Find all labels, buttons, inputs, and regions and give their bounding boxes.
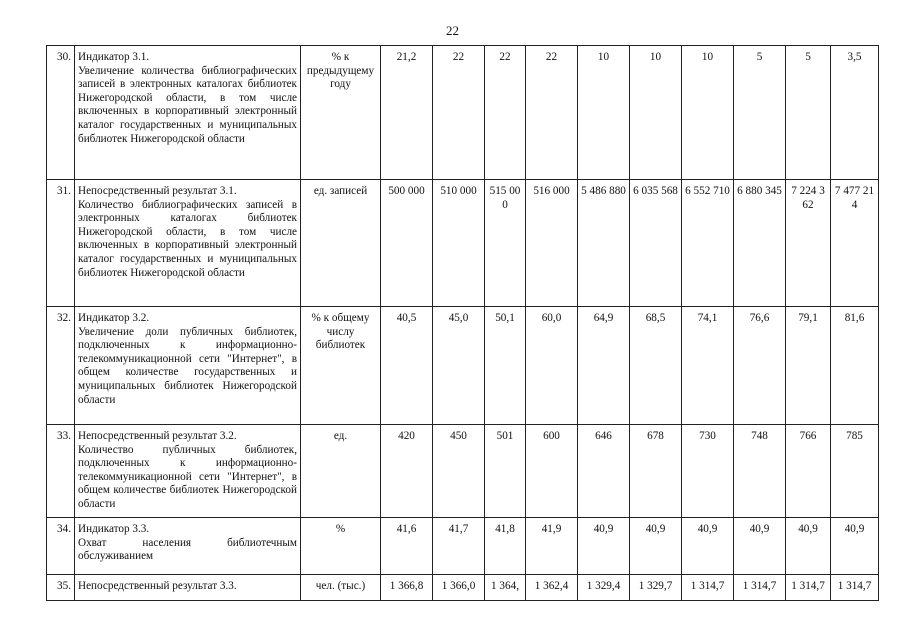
value-cell: 74,1 (682, 307, 734, 425)
row-unit: % к общему числу библиотек (301, 307, 381, 425)
page-number: 22 (446, 23, 459, 38)
value-cell: 68,5 (630, 307, 682, 425)
value-cell: 40,9 (734, 518, 786, 575)
value-cell: 6 880 345 (734, 180, 786, 307)
value-cell: 40,9 (630, 518, 682, 575)
value-cell: 41,8 (485, 518, 526, 575)
value-cell: 81,6 (831, 307, 879, 425)
row-unit: % к предыдущему году (301, 46, 381, 180)
value-cell: 766 (786, 425, 831, 518)
value-cell: 40,5 (381, 307, 433, 425)
row-number: 30. (47, 46, 75, 180)
table-row (47, 575, 879, 601)
value-cell: 678 (630, 425, 682, 518)
table-row (47, 180, 879, 307)
value-cell: 1 314,7 (831, 575, 879, 601)
row-number: 35. (47, 575, 75, 601)
value-cell: 22 (485, 46, 526, 180)
row-description (75, 518, 301, 575)
row-title: Индикатор 3.1. (78, 51, 150, 63)
value-cell: 7 477 214 (831, 180, 879, 307)
value-cell: 60,0 (526, 307, 578, 425)
value-cell: 450 (433, 425, 485, 518)
row-unit: ед. (301, 425, 381, 518)
value-cell: 6 035 568 (630, 180, 682, 307)
value-cell: 40,9 (578, 518, 630, 575)
value-cell: 3,5 (831, 46, 879, 180)
value-cell: 10 (578, 46, 630, 180)
value-cell: 21,2 (381, 46, 433, 180)
row-unit: чел. (тыс.) (301, 575, 381, 601)
table-row (47, 425, 879, 518)
table-row (47, 46, 879, 180)
value-cell: 515 000 (485, 180, 526, 307)
value-cell: 1 366,8 (381, 575, 433, 601)
value-cell: 1 314,7 (734, 575, 786, 601)
value-cell: 50,1 (485, 307, 526, 425)
row-text: Количество публичных библиотек, подключенных к информационно-телекоммуникационной сети "Интернет", в общем количестве библиотек Нижегородской области (78, 443, 297, 510)
row-title: Непосредственный результат 3.3. (78, 580, 237, 592)
row-description (75, 46, 301, 180)
value-cell: 1 364, (485, 575, 526, 601)
row-description (75, 425, 301, 518)
row-title: Непосредственный результат 3.2. (78, 430, 237, 442)
value-cell: 730 (682, 425, 734, 518)
value-cell: 45,0 (433, 307, 485, 425)
value-cell: 22 (433, 46, 485, 180)
value-cell: 41,9 (526, 518, 578, 575)
value-cell: 64,9 (578, 307, 630, 425)
value-cell: 1 366,0 (433, 575, 485, 601)
value-cell: 510 000 (433, 180, 485, 307)
value-cell: 646 (578, 425, 630, 518)
row-description (75, 180, 301, 307)
row-number: 33. (47, 425, 75, 518)
value-cell: 40,9 (786, 518, 831, 575)
value-cell: 22 (526, 46, 578, 180)
value-cell: 1 329,7 (630, 575, 682, 601)
table-row (47, 518, 879, 575)
value-cell: 5 486 880 (578, 180, 630, 307)
value-cell: 420 (381, 425, 433, 518)
value-cell: 785 (831, 425, 879, 518)
value-cell: 6 552 710 (682, 180, 734, 307)
row-text: Увеличение количества библиографических записей в электронных каталогах библиотек Нижегородской области, в том числе включенных в корпоративный электронный каталог государственных и муниципальных библиотек Нижегородской области (78, 64, 297, 145)
value-cell: 1 329,4 (578, 575, 630, 601)
table-row (47, 307, 879, 425)
row-unit: ед. записей (301, 180, 381, 307)
value-cell: 10 (682, 46, 734, 180)
value-cell: 501 (485, 425, 526, 518)
row-title: Индикатор 3.2. (78, 312, 150, 324)
value-cell: 516 000 (526, 180, 578, 307)
row-unit: % (301, 518, 381, 575)
value-cell: 1 314,7 (786, 575, 831, 601)
value-cell: 5 (786, 46, 831, 180)
row-number: 32. (47, 307, 75, 425)
row-description (75, 575, 301, 601)
value-cell: 7 224 362 (786, 180, 831, 307)
value-cell: 500 000 (381, 180, 433, 307)
value-cell: 79,1 (786, 307, 831, 425)
value-cell: 10 (630, 46, 682, 180)
indicators-table (46, 45, 879, 601)
value-cell: 76,6 (734, 307, 786, 425)
row-number: 31. (47, 180, 75, 307)
row-text: Увеличение доли публичных библиотек, подключенных к информационно-телекоммуникационной сети "Интернет", в общем количестве государственных и муниципальных библиотек Нижегородской области (78, 325, 297, 406)
row-title: Индикатор 3.3. (78, 523, 150, 535)
value-cell: 5 (734, 46, 786, 180)
value-cell: 1 314,7 (682, 575, 734, 601)
row-text: Охват населения библиотечным обслуживанием (78, 536, 297, 563)
value-cell: 41,6 (381, 518, 433, 575)
value-cell: 748 (734, 425, 786, 518)
value-cell: 1 362,4 (526, 575, 578, 601)
value-cell: 40,9 (831, 518, 879, 575)
value-cell: 40,9 (682, 518, 734, 575)
row-description (75, 307, 301, 425)
row-text: Количество библиографических записей в электронных каталогах библиотек Нижегородской области, в том числе включенных в корпоративный электронный каталог государственных и муниципальных библиотек Нижегородской области (78, 198, 297, 279)
row-title: Непосредственный результат 3.1. (78, 185, 237, 197)
row-number: 34. (47, 518, 75, 575)
value-cell: 600 (526, 425, 578, 518)
value-cell: 41,7 (433, 518, 485, 575)
